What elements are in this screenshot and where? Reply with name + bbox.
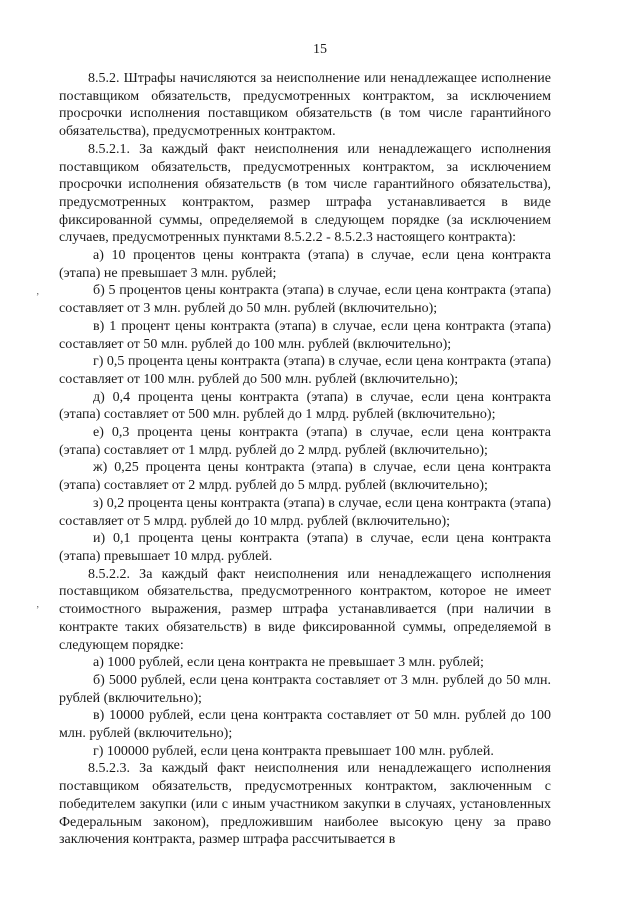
scan-mark: ’ [36, 292, 40, 303]
list-item: г) 100000 рублей, если цена контракта превышает 100 млн. рублей. [93, 743, 494, 759]
list-item: б) 5000 рублей, если цена контракта составляет от 3 млн. рублей до 50 млн. рублей (включительно); [59, 672, 551, 706]
paragraph-8-5-2-1: 8.5.2.1. За каждый факт неисполнения или ненадлежащего исполнения поставщиком обязательств, предусмотренных контрактом, за исключением просрочки исполнения обязательств (в том числе гарантийного обязательства), предусмотренных контрактом, размер штрафа устанавливается в виде фиксированной суммы, определяемой в следующем порядке (за исключением случаев, предусмотренных пунктами 8.5.2.2 - 8.5.2.3 настоящего контракта): [59, 141, 551, 246]
list-item: ж) 0,25 процента цены контракта (этапа) в случае, если цена контракта (этапа) составляет от 2 млрд. рублей до 5 млрд. рублей (включительно); [59, 460, 551, 494]
paragraph-8-5-2-2: 8.5.2.2. За каждый факт неисполнения или ненадлежащего исполнения поставщиком обязательства, предусмотренного контрактом, которое не имеет стоимостного выражения, размер штрафа устанавливается (при наличии в контракте таких обязательств) в виде фиксированной суммы, определяемой в следующем порядке: [59, 566, 551, 653]
scan-mark: ’ [36, 605, 40, 616]
document-body [59, 70, 551, 849]
list-item: д) 0,4 процента цены контракта (этапа) в случае, если цена контракта (этапа) составляет от 500 млн. рублей до 1 млрд. рублей (включительно); [59, 389, 551, 423]
list-item: а) 1000 рублей, если цена контракта не превышает 3 млн. рублей; [93, 655, 484, 671]
list-item: в) 1 процент цены контракта (этапа) в случае, если цена контракта (этапа) составляет от 50 млн. рублей до 100 млн. рублей (включительно); [59, 318, 551, 352]
list-item: г) 0,5 процента цены контракта (этапа) в случае, если цена контракта (этапа) составляет от 100 млн. рублей до 500 млн. рублей (включительно); [59, 354, 551, 387]
list-item: з) 0,2 процента цены контракта (этапа) в случае, если цена контракта (этапа) составляет от 5 млрд. рублей до 10 млрд. рублей (включительно); [59, 495, 551, 529]
list-item: е) 0,3 процента цены контракта (этапа) в случае, если цена контракта (этапа) составляет от 1 млрд. рублей до 2 млрд. рублей (включительно); [59, 425, 551, 458]
list-item: в) 10000 рублей, если цена контракта составляет от 50 млн. рублей до 100 млн. рублей (включительно); [59, 708, 551, 742]
list-item: и) 0,1 процента цены контракта (этапа) в случае, если цена контракта (этапа) превышает 10 млрд. рублей. [59, 531, 551, 564]
list-item: б) 5 процентов цены контракта (этапа) в случае, если цена контракта (этапа) составляет от 3 млн. рублей до 50 млн. рублей (включительно); [59, 283, 551, 317]
page-number: 15 [313, 42, 327, 57]
paragraph-8-5-2-3: 8.5.2.3. За каждый факт неисполнения или ненадлежащего исполнения поставщиком обязательств, предусмотренных контрактом, заключенным с победителем закупки (или с иным участником закупки в случаях, установленных Федеральным законом), предложившим наиболее высокую цену за право заключения контракта, размер штрафа рассчитывается в [59, 761, 551, 848]
paragraph-8-5-2: 8.5.2. Штрафы начисляются за неисполнение или ненадлежащее исполнение поставщиком обязательств, предусмотренных контрактом, за исключением просрочки исполнения поставщиком обязательств (в том числе гарантийного обязательства), предусмотренных контрактом. [59, 71, 551, 140]
list-item: а) 10 процентов цены контракта (этапа) в случае, если цена контракта (этапа) не превышает 3 млн. рублей; [59, 248, 551, 281]
